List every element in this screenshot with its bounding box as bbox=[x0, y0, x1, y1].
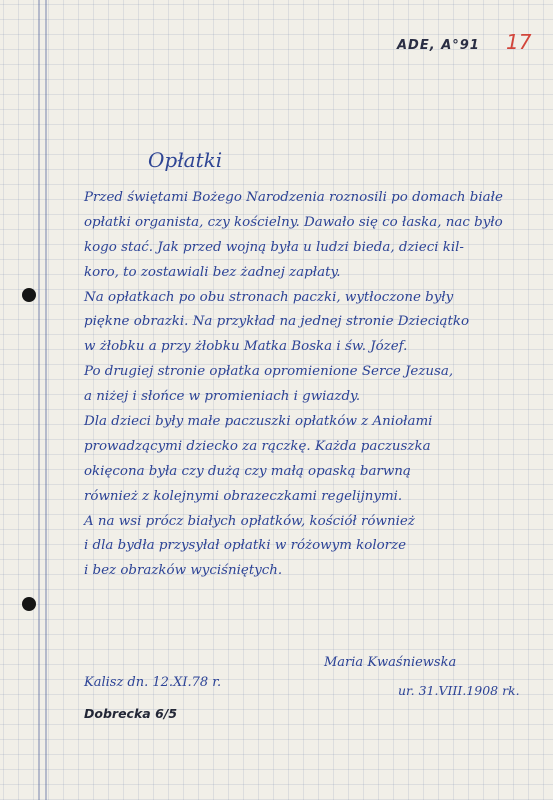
body-line: a niżej i słońce w promieniach i gwiazdy. bbox=[84, 389, 361, 405]
body-line: i bez obrazków wyciśniętych. bbox=[84, 563, 283, 579]
signature-name: Maria Kwaśniewska bbox=[324, 655, 457, 670]
archive-code: ADE, A°91 bbox=[397, 38, 480, 53]
punch-hole-top bbox=[22, 288, 36, 302]
birth-date: ur. 31.VIII.1908 rk. bbox=[398, 683, 520, 698]
margin-line-right bbox=[45, 0, 47, 800]
page-number: 17 bbox=[506, 30, 532, 54]
body-line: okięcona była czy dużą czy małą opaską barwną bbox=[84, 463, 411, 479]
body-line: piękne obrazki. Na przykład na jednej stronie Dzieciątko bbox=[84, 314, 470, 330]
body-line: A na wsi prócz białych opłatków, kościół również bbox=[84, 513, 415, 529]
body-line: Po drugiej stronie opłatka opromienione Serce Jezusa, bbox=[84, 364, 454, 380]
body-line: koro, to zostawiali bez żadnej zapłaty. bbox=[84, 264, 341, 280]
document-body bbox=[84, 186, 524, 584]
body-line: opłatki organista, czy kościelny. Dawało się co łaska, nac było bbox=[84, 214, 503, 230]
place-and-date: Kalisz dn. 12.XI.78 r. bbox=[84, 675, 222, 690]
address-note: Dobrecka 6/5 bbox=[84, 706, 178, 721]
body-line: i dla bydła przysyłał opłatki w różowym kolorze bbox=[84, 538, 407, 554]
body-line: w żłobku a przy żłobku Matka Boska i św. Józef. bbox=[84, 339, 408, 355]
document-title: Opłatki bbox=[148, 148, 223, 172]
body-line: Na opłatkach po obu stronach paczki, wytłoczone były bbox=[84, 289, 454, 305]
punch-hole-bottom bbox=[22, 597, 36, 611]
body-line: prowadzącymi dziecko za rączkę. Każda paczuszka bbox=[84, 438, 431, 454]
body-line: Przed świętami Bożego Narodzenia roznosili po domach białe bbox=[84, 190, 503, 205]
body-line: Dla dzieci były małe paczuszki opłatków z Aniołami bbox=[84, 414, 433, 430]
body-line: kogo stać. Jak przed wojną była u ludzi bieda, dzieci kil- bbox=[84, 239, 464, 255]
body-line: również z kolejnymi obrazeczkami regelijnymi. bbox=[84, 488, 403, 504]
margin-line-left bbox=[38, 0, 40, 800]
